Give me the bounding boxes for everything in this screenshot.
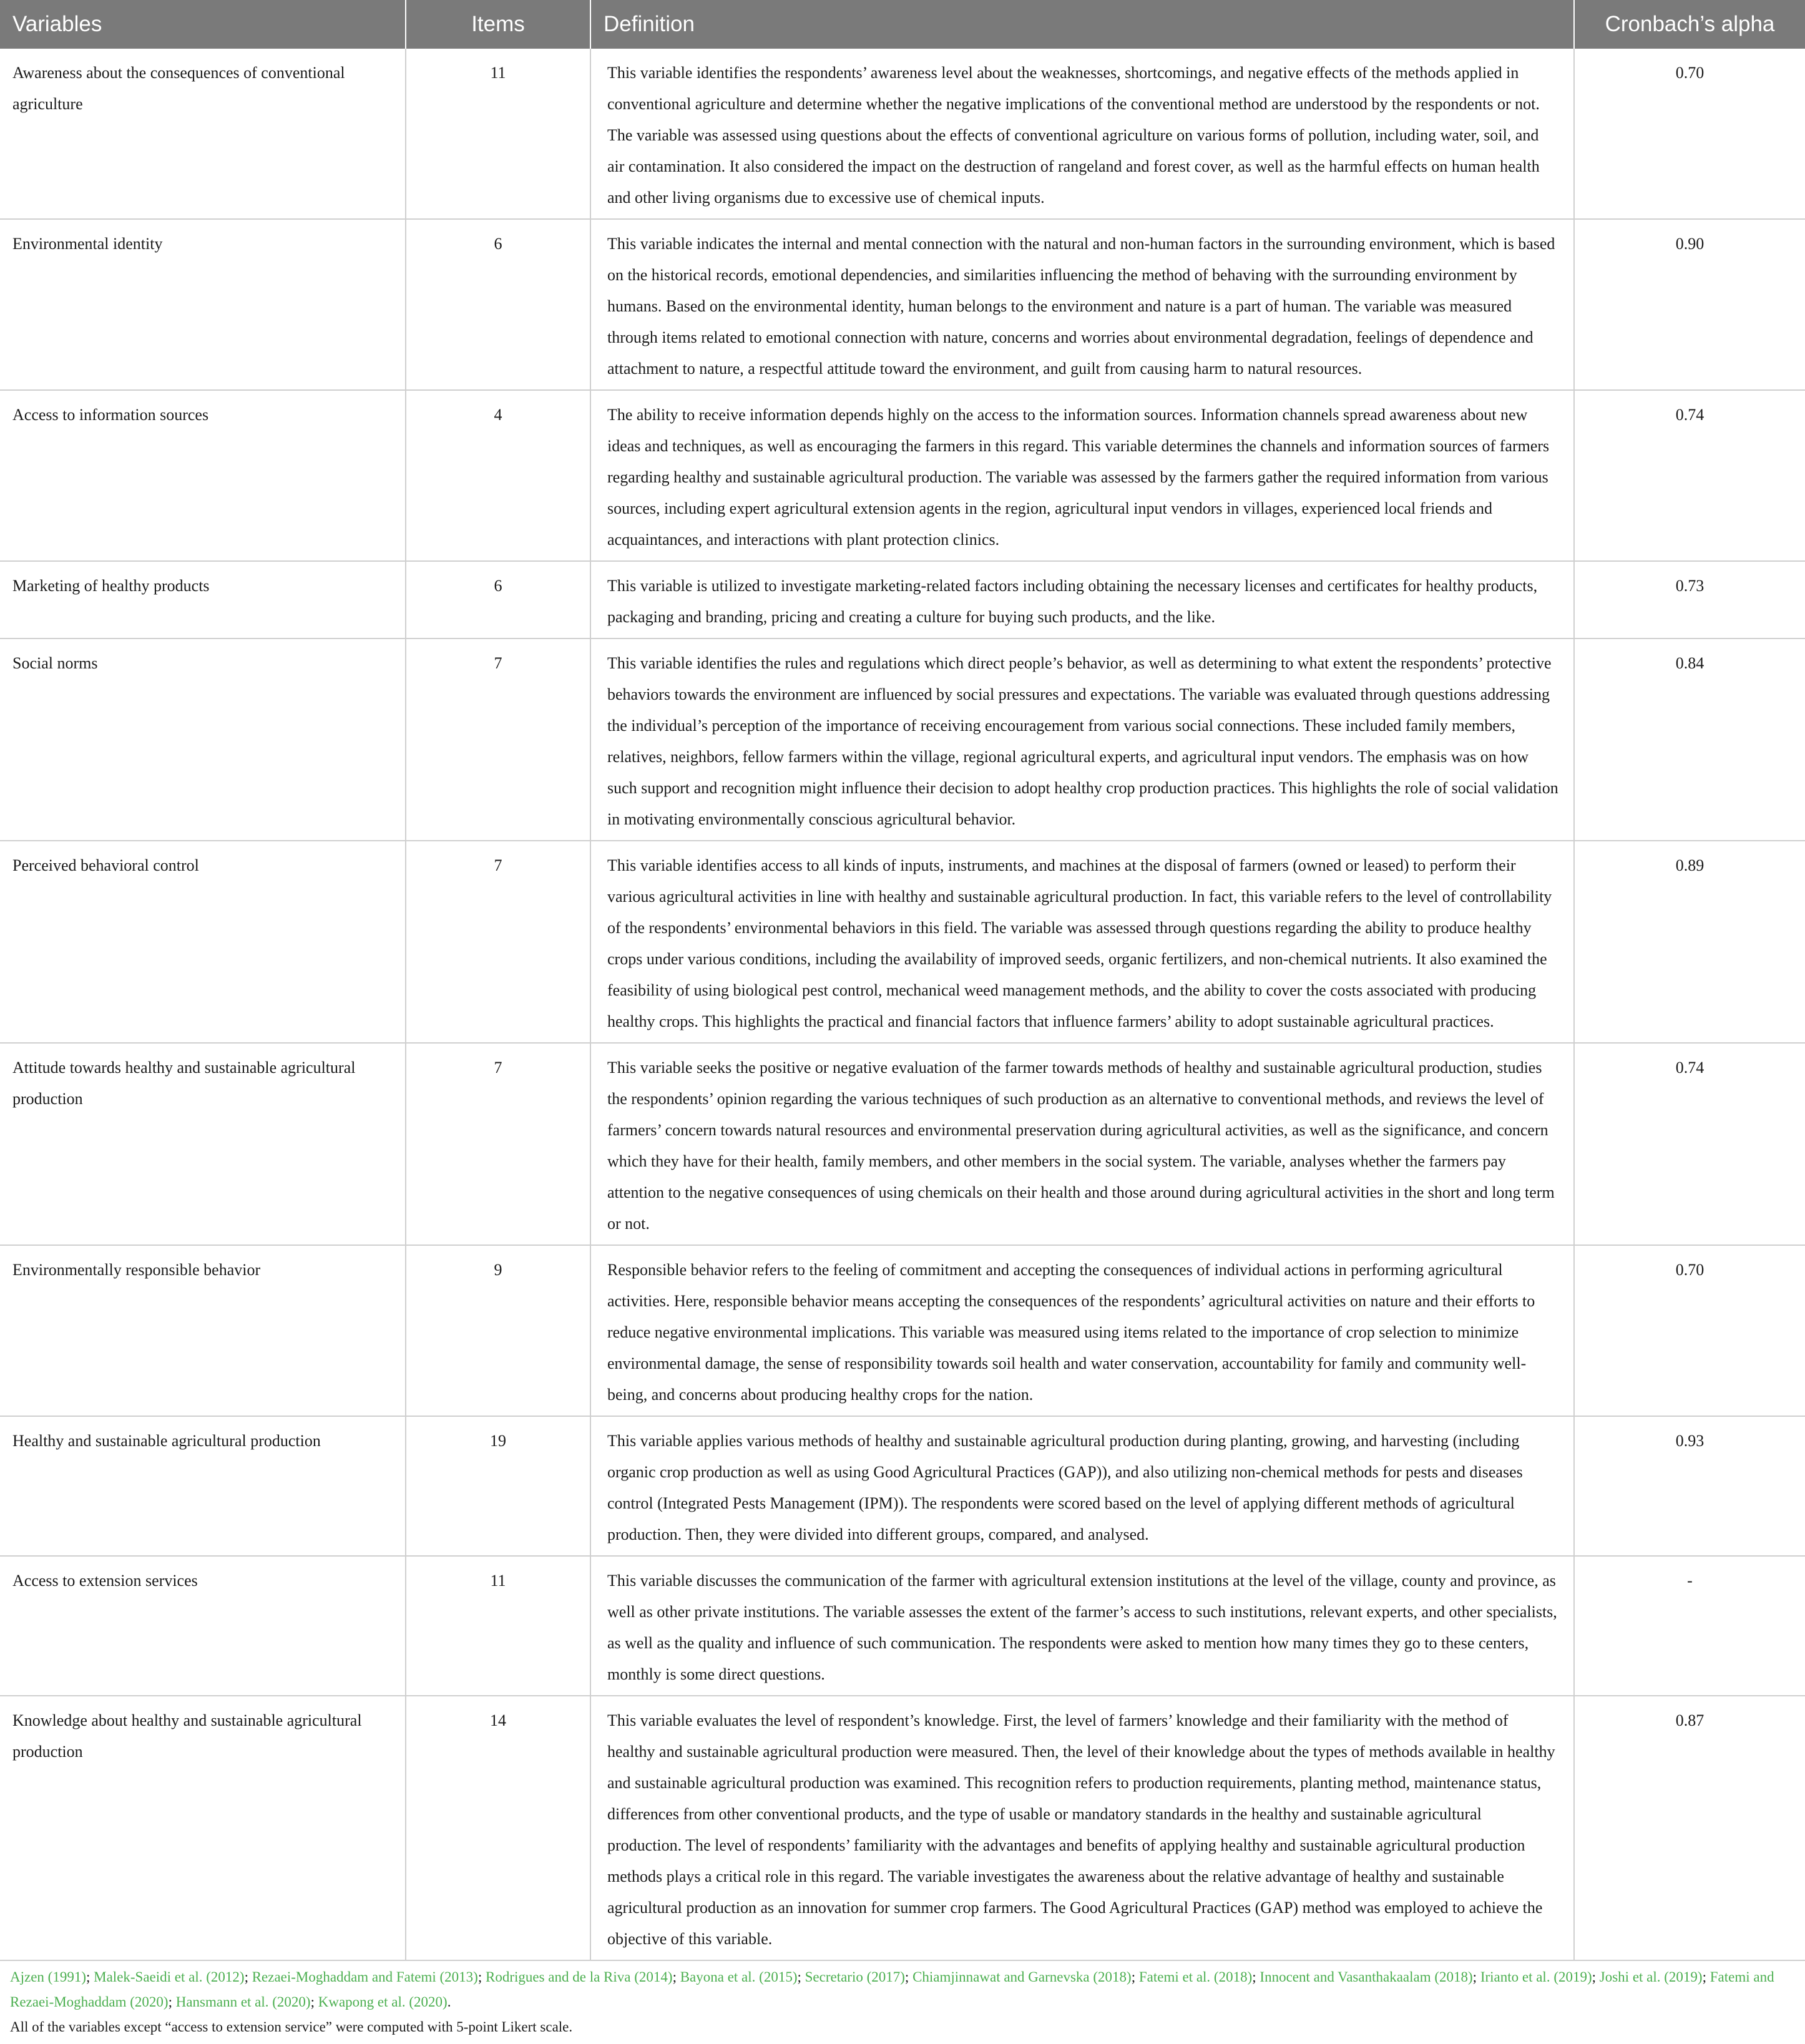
reference-link[interactable]: Chiamjinnawat and Garnevska (2018) (912, 1969, 1132, 1985)
cell-variable: Environmental identity (0, 219, 406, 390)
reference-link[interactable]: Innocent and Vasanthakaalam (2018) (1260, 1969, 1473, 1985)
cell-definition: This variable indicates the internal and mental connection with the natural and non-human factors in the surrounding environment, which is based on the historical records, emotional dependencies, and similarities influencing the method of behaving with the surrounding environment by humans. Based on the environmental identity, human belongs to the environment and nature is a part of human. The variable was measured through items related to emotional connection with nature, concerns and worries about environmental degradation, feelings of dependence and attachment to nature, a respectful attitude toward the environment, and guilt from causing harm to natural resources. (590, 219, 1574, 390)
reference-link[interactable]: Rodrigues and de la Riva (2014) (485, 1969, 673, 1985)
reference-separator: ; (672, 1969, 680, 1985)
cell-items: 6 (406, 561, 590, 638)
cell-alpha: 0.84 (1574, 638, 1805, 841)
reference-separator: ; (244, 1969, 252, 1985)
cell-alpha: 0.87 (1574, 1696, 1805, 1960)
table-row (0, 1245, 1805, 1416)
table-row (0, 638, 1805, 841)
reference-link[interactable]: Kwapong et al. (2020) (318, 1994, 448, 2010)
header-definition: Definition (590, 0, 1574, 49)
cell-variable: Social norms (0, 638, 406, 841)
reference-link[interactable]: Secretario (2017) (805, 1969, 905, 1985)
cell-variable: Environmentally responsible behavior (0, 1245, 406, 1416)
cell-items: 4 (406, 390, 590, 561)
reference-separator: ; (797, 1969, 805, 1985)
cell-definition: Responsible behavior refers to the feeling of commitment and accepting the consequences of individual actions in performing agricultural activities. Here, responsible behavior means accepting the consequences of the respondents’ agricultural activities on nature and their efforts to reduce negative environmental implications. This variable was measured using items related to the importance of crop selection to minimize environmental damage, the sense of responsibility towards soil health and water conservation, accountability for family and community well-being, and concerns about producing healthy crops for the nation. (590, 1245, 1574, 1416)
cell-alpha: 0.70 (1574, 49, 1805, 219)
cell-items: 9 (406, 1245, 590, 1416)
header-cronbach-alpha: Cronbach’s alpha (1574, 0, 1805, 49)
cell-definition: The ability to receive information depends highly on the access to the information sources. Information channels spread awareness about new ideas and techniques, as well as encouraging the farmers in this regard. This variable determines the channels and information sources of farmers regarding healthy and sustainable agricultural production. The variable was assessed by the farmers gather the required information from various sources, including expert agricultural extension agents in the region, agricultural input vendors in villages, experienced local friends and acquaintances, and interactions with plant protection clinics. (590, 390, 1574, 561)
reference-separator: . (447, 1994, 451, 2010)
cell-items: 7 (406, 638, 590, 841)
table-row (0, 561, 1805, 638)
cell-alpha: 0.90 (1574, 219, 1805, 390)
cell-variable: Perceived behavioral control (0, 841, 406, 1043)
cell-definition: This variable identifies the respondents’ awareness level about the weaknesses, shortcomings, and negative effects of the methods applied in conventional agriculture and determine whether the negative implications of the conventional method are understood by the respondents or not. The variable was assessed using questions about the effects of conventional agriculture on various forms of pollution, including water, soil, and air contamination. It also considered the impact on the destruction of rangeland and forest cover, as well as the harmful effects on human health and other living organisms due to excessive use of chemical inputs. (590, 49, 1574, 219)
table-row (0, 219, 1805, 390)
header-row (0, 0, 1805, 49)
table-header (0, 0, 1805, 49)
reference-link[interactable]: Hansmann et al. (2020) (175, 1994, 311, 2010)
table-body (0, 49, 1805, 1960)
cell-definition: This variable discusses the communication of the farmer with agricultural extension institutions at the level of the village, county and province, as well as other private institutions. The variable assesses the extent of the farmer’s access to such institutions, relevant experts, and other specialists, as well as the quality and influence of such communication. The respondents were asked to mention how many times they go to these centers, monthly is some direct questions. (590, 1556, 1574, 1696)
reference-link[interactable]: Irianto et al. (2019) (1480, 1969, 1592, 1985)
likert-note: All of the variables except “access to extension service” were computed with 5-point Likert scale. (10, 2019, 573, 2035)
cell-items: 14 (406, 1696, 590, 1960)
reference-separator: ; (1131, 1969, 1139, 1985)
cell-items: 7 (406, 841, 590, 1043)
table-row (0, 841, 1805, 1043)
cell-items: 6 (406, 219, 590, 390)
reference-separator: ; (1702, 1969, 1710, 1985)
reference-link[interactable]: Rezaei-Moghaddam and Fatemi (2013) (252, 1969, 478, 1985)
table-footnote (0, 1965, 1805, 2040)
reference-link[interactable]: Malek-Saeidi et al. (2012) (94, 1969, 245, 1985)
table-row (0, 1696, 1805, 1960)
table-row (0, 1556, 1805, 1696)
reference-separator: ; (310, 1994, 318, 2010)
cell-items: 19 (406, 1416, 590, 1556)
reference-link[interactable]: Ajzen (1991) (10, 1969, 86, 1985)
cell-alpha: 0.74 (1574, 1043, 1805, 1245)
table-row (0, 390, 1805, 561)
cell-items: 11 (406, 49, 590, 219)
cell-variable: Healthy and sustainable agricultural production (0, 1416, 406, 1556)
cell-items: 11 (406, 1556, 590, 1696)
header-variables: Variables (0, 0, 406, 49)
reference-separator: ; (904, 1969, 913, 1985)
cell-alpha: 0.74 (1574, 390, 1805, 561)
reference-separator: ; (168, 1994, 176, 2010)
table-row (0, 1416, 1805, 1556)
reference-separator: ; (1592, 1969, 1600, 1985)
reference-separator: ; (1252, 1969, 1260, 1985)
cell-variable: Access to extension services (0, 1556, 406, 1696)
reference-separator: ; (1472, 1969, 1480, 1985)
table-row (0, 1043, 1805, 1245)
reference-link[interactable]: Fatemi et al. (2018) (1138, 1969, 1253, 1985)
cell-definition: This variable applies various methods of healthy and sustainable agricultural production during planting, growing, and harvesting (including organic crop production as well as using Good Agricultural Practices (GAP)), and also utilizing non-chemical methods for pests and diseases control (Integrated Pests Management (IPM)). The respondents were scored based on the level of applying different methods of agricultural production. Then, they were divided into different groups, compared, and analysed. (590, 1416, 1574, 1556)
reference-link[interactable]: Bayona et al. (2015) (680, 1969, 798, 1985)
cell-definition: This variable evaluates the level of respondent’s knowledge. First, the level of farmers’ knowledge and their familiarity with the method of healthy and sustainable agricultural production were measured. Then, the level of their knowledge about the types of methods available in healthy and sustainable agricultural production was examined. This recognition refers to production requirements, planting method, maintenance status, differences from other conventional products, and the type of usable or mandatory standards in the healthy and sustainable agricultural production. The level of respondents’ familiarity with the advantages and benefits of applying healthy and sustainable agricultural production methods plays a critical role in this regard. The variable investigates the awareness about the relative advantage of healthy and sustainable agricultural production as an innovation for summer crop farmers. The Good Agricultural Practices (GAP) method was employed to achieve the objective of this variable. (590, 1696, 1574, 1960)
cell-definition: This variable identifies the rules and regulations which direct people’s behavior, as well as determining to what extent the respondents’ protective behaviors towards the environment are influenced by social pressures and expectations. The variable was evaluated through questions addressing the individual’s perception of the importance of receiving encouragement from various social connections. These included family members, relatives, neighbors, fellow farmers within the village, regional agricultural experts, and agricultural input vendors. The emphasis was on how such support and recognition might influence their decision to adopt healthy crop production practices. This highlights the role of social validation in motivating environmentally conscious agricultural behavior. (590, 638, 1574, 841)
cell-variable: Attitude towards healthy and sustainable agricultural production (0, 1043, 406, 1245)
reference-separator: ; (86, 1969, 94, 1985)
reference-separator: ; (477, 1969, 486, 1985)
cell-items: 7 (406, 1043, 590, 1245)
cell-alpha: - (1574, 1556, 1805, 1696)
cell-variable: Knowledge about healthy and sustainable agricultural production (0, 1696, 406, 1960)
cell-alpha: 0.70 (1574, 1245, 1805, 1416)
reference-link[interactable]: Fatemi and Rezaei-Moghaddam (2020) (10, 1969, 1774, 2010)
cell-definition: This variable identifies access to all kinds of inputs, instruments, and machines at the disposal of farmers (owned or leased) to perform their various agricultural activities in line with healthy and sustainable agricultural production. In fact, this variable refers to the level of controllability of the respondents’ environmental behaviors in this field. The variable was assessed through questions regarding the ability to produce healthy crops under various conditions, including the availability of improved seeds, organic fertilizers, and non-chemical nutrients. It also examined the feasibility of using biological pest control, mechanical weed management methods, and the ability to cover the costs associated with producing healthy crops. This highlights the practical and financial factors that influence farmers’ ability to adopt sustainable agricultural practices. (590, 841, 1574, 1043)
cell-alpha: 0.89 (1574, 841, 1805, 1043)
cell-definition: This variable is utilized to investigate marketing-related factors including obtaining the necessary licenses and certificates for healthy products, packaging and branding, pricing and creating a culture for buying such products, and the like. (590, 561, 1574, 638)
cell-variable: Awareness about the consequences of conventional agriculture (0, 49, 406, 219)
header-items: Items (406, 0, 590, 49)
cell-alpha: 0.93 (1574, 1416, 1805, 1556)
cell-definition: This variable seeks the positive or negative evaluation of the farmer towards methods of healthy and sustainable agricultural production, studies the respondents’ opinion regarding the various techniques of such production as an alternative to conventional methods, and reviews the level of farmers’ concern towards natural resources and environmental preservation during agricultural activities, as well as the significance, and concern which they have for their health, family members, and other members in the social system. The variable, analyses whether the farmers pay attention to the negative consequences of using chemicals on their health and those around during agricultural activities in the short and long term or not. (590, 1043, 1574, 1245)
cell-variable: Access to information sources (0, 390, 406, 561)
table-row (0, 49, 1805, 219)
reference-link[interactable]: Joshi et al. (2019) (1599, 1969, 1703, 1985)
reference-list (10, 1965, 1795, 2015)
cell-alpha: 0.73 (1574, 561, 1805, 638)
cell-variable: Marketing of healthy products (0, 561, 406, 638)
